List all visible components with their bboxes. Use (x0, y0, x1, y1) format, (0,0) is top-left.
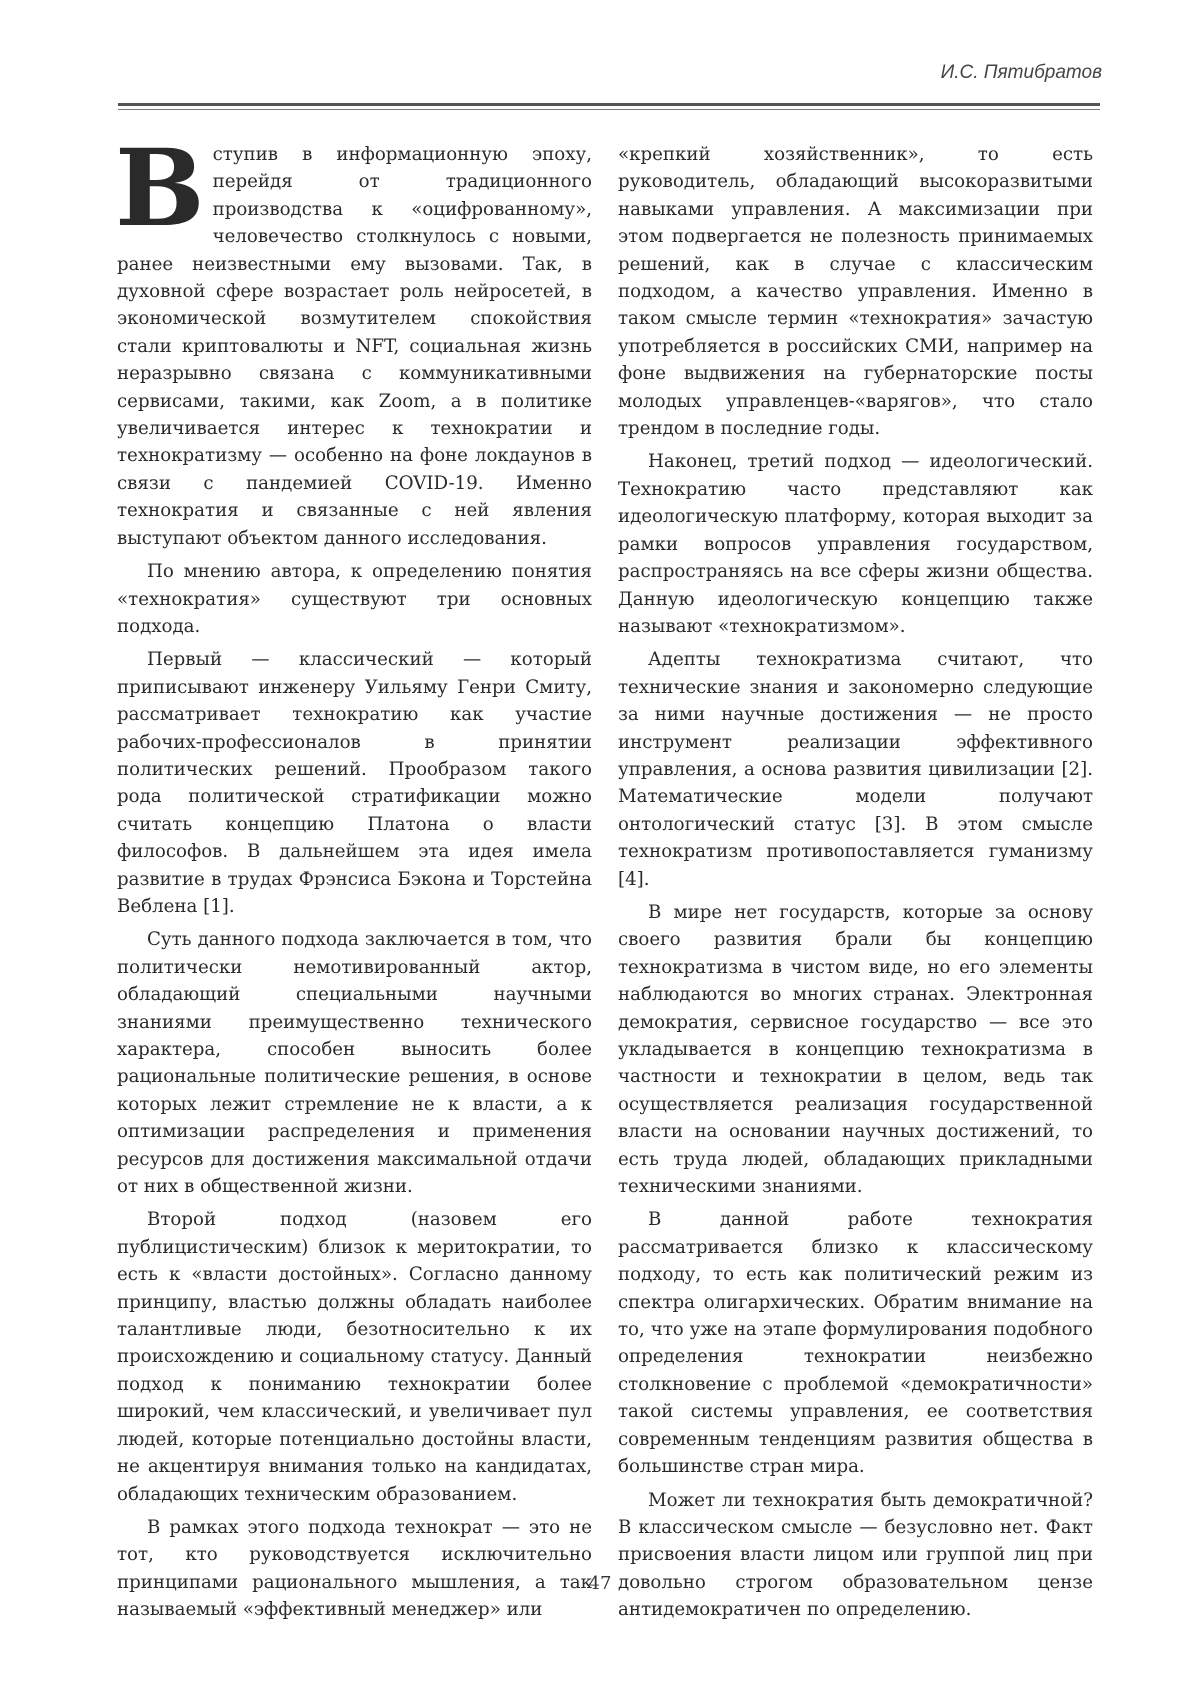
paragraph: «крепкий хозяйственник», то есть руководитель, обладающий высокоразвитыми навыками управления. А максимизации при этом подвергается не полезность принимаемых решений, как в случае с классическим подходом, а качество управления. Именно в таком смысле термин «технократия» зачастую употребляется в российских СМИ, например на фоне выдвижения на губернаторские посты молодых управленцев-«варягов», что стало трендом в последние годы. (618, 144, 1093, 440)
paragraph (115, 125, 592, 552)
paragraph: Второй подход (назовем его публицистическим) близок к меритократии, то есть к «власти достойных». Согласно данному принципу, властью должны обладать наиболее талантливые люди, безотносительно к их происхождению и социальному статусу. Данный подход к пониманию технократии более широкий, чем классический, и увеличивает пул людей, которые потенциально достойны власти, не акцентируя внимания только на кандидатах, обладающих техническим образованием. (117, 1209, 592, 1505)
dropcap: В (115, 125, 205, 250)
paragraph: Наконец, третий подход — идеологический. Технократию часто представляют как идеологическую платформу, которая выходит за рамки вопросов управления государством, распространяясь на все сферы жизни общества. Данную идеологическую концепцию также называют «технократизмом». (618, 451, 1093, 637)
running-header-author: И.С. Пятибратов (940, 62, 1102, 83)
paragraph: Адепты технократизма считают, что технические знания и закономерно следующие за ними научные достижения — не просто инструмент реализации эффективного управления, а основа развития цивилизации [2]. Математические модели получают онтологический статус [3]. В этом смысле технократизм противопоставляется гуманизму [4]. (618, 649, 1093, 890)
left-column (115, 125, 592, 1630)
paragraph: Суть данного подхода заключается в том, что политически немотивированный актор, обладающий специальными научными знаниями преимущественно технического характера, способен выносить более рациональные политические решения, в основе которых лежит стремление не к власти, а к оптимизации распределения и применения ресурсов для достижения максимальной отдачи от них в общественной жизни. (117, 929, 592, 1198)
paragraph: Первый — классический — который приписывают инженеру Уильяму Генри Смиту, рассматривает технократию как участие рабочих-профессионалов в принятии политических решений. Прообразом такого рода политической стратификации можно считать концепцию Платона о власти философов. В дальнейшем эта идея имела развитие в трудах Фрэнсиса Бэкона и Торстейна Веблена [1]. (117, 649, 592, 917)
paragraph: Может ли технократия быть демократичной? В классическом смысле — безусловно нет. Факт присвоения власти лицом или группой лиц при довольно строгом образовательном цензе антидемократичен по определению. (618, 1489, 1093, 1621)
paragraph: По мнению автора, к определению понятия «технократия» существуют три основных подхода. (117, 561, 592, 637)
paragraph: В мире нет государств, которые за основу своего развития брали бы концепцию технократизма в чистом виде, но его элементы наблюдаются во многих странах. Электронная демократия, сервисное государство — все это укладывается в концепцию технократизма в частности и технократии в целом, ведь так осуществляется реализация государственной власти на основании научных достижений, то есть труда людей, обладающих прикладными техническими знаниями. (618, 901, 1093, 1198)
right-column (618, 141, 1093, 1630)
paragraph: В рамках этого подхода технократ — это не тот, кто руководствуется исключительно принципами рационального мышления, а так называемый «эффективный менеджер» или (117, 1516, 592, 1621)
page-number: 47 (588, 1573, 612, 1594)
paragraph-text: ступив в информационную эпоху, перейдя от традиционного производства к «оцифрованному», человечество столкнулось с новыми, ранее неизвестными ему вызовами. Так, в духовной сфере возрастает роль нейросетей, в экономической возмутителем спокойствия стали криптовалюты и NFT, социальная жизнь неразрывно связана с коммуникативными сервисами, такими, как Zoom, а в политике увеличивается интерес к технократии и технократизму — особенно на фоне локдаунов в связи с пандемией COVID-19. Именно технократия и связанные с ней явления выступают объектом данного исследования. (117, 144, 592, 549)
header-rule-thick (118, 103, 1100, 106)
header-rule-thin (118, 109, 1100, 110)
paragraph: В данной работе технократия рассматривается близко к классическому подходу, то есть как политический режим из спектра олигархических. Обратим внимание на то, что уже на этапе формулирования подобного определения технократии неизбежно столкновение с проблемой «демократичности» такой системы управления, ее соответствия современным тенденциям развития общества в большинстве стран мира. (618, 1209, 1093, 1478)
